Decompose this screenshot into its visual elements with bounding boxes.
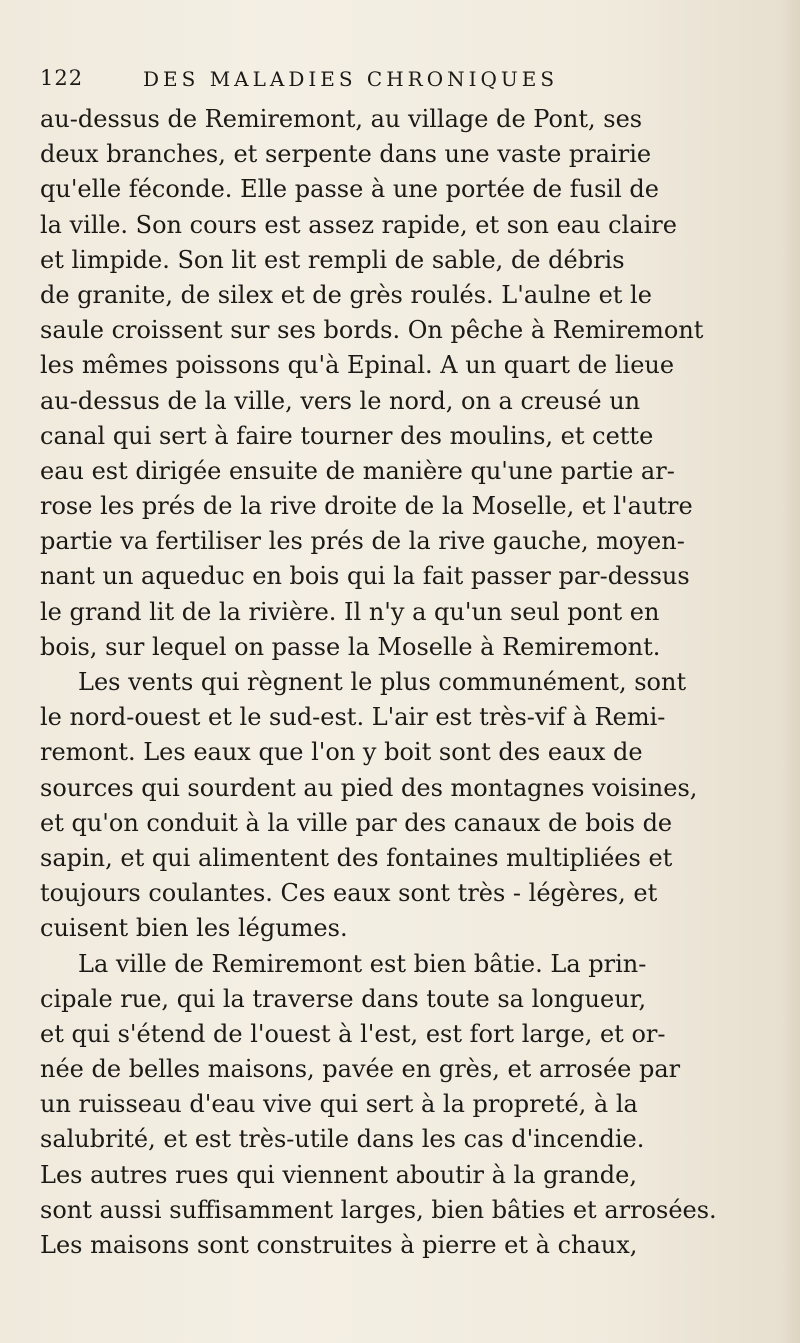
page-number: 122: [40, 66, 84, 90]
text-line: qu'elle féconde. Elle passe à une portée de fusil de: [40, 175, 659, 204]
text-line: les mêmes poissons qu'à Epinal. A un quart de lieue: [40, 351, 675, 380]
text-line: cipale rue, qui la traverse dans toute sa longueur,: [40, 984, 647, 1013]
text-line: la ville. Son cours est assez rapide, et son eau claire: [40, 210, 677, 239]
running-title: DES MALADIES CHRONIQUES: [143, 67, 559, 91]
text-line: Les vents qui règnent le plus communément, sont: [78, 668, 687, 696]
text-line: au-dessus de Remiremont, au village de Pont, ses: [40, 105, 643, 133]
text-line: née de belles maisons, pavée en grès, et arrosée par: [40, 1055, 681, 1084]
text-line: saule croissent sur ses bords. On pêche à Remiremont: [40, 316, 704, 345]
text-line: un ruisseau d'eau vive qui sert à la propreté, à la: [40, 1090, 638, 1119]
text-line: canal qui sert à faire tourner des moulins, et cette: [40, 421, 654, 450]
text-line: et qu'on conduit à la ville par des canaux de bois de: [40, 808, 673, 837]
text-line: et limpide. Son lit est rempli de sable, de débris: [40, 245, 625, 274]
text-line: rose les prés de la rive droite de la Moselle, et l'autre: [40, 492, 693, 521]
text-line: cuisent bien les légumes.: [40, 914, 348, 943]
text-line: le grand lit de la rivière. Il n'y a qu'un seul pont en: [40, 597, 660, 626]
running-head: [40, 66, 760, 106]
text-line: de granite, de silex et de grès roulés. L'aulne et le: [40, 280, 652, 309]
text-line: deux branches, et serpente dans une vaste prairie: [40, 140, 652, 169]
body-text: [40, 102, 760, 1263]
text-line: sont aussi suffisamment larges, bien bâties et arrosées.: [40, 1195, 717, 1224]
text-line: sources qui sourdent au pied des montagnes voisines,: [40, 773, 698, 802]
text-line: au-dessus de la ville, vers le nord, on a creusé un: [40, 386, 641, 415]
text-line: La ville de Remiremont est bien bâtie. La prin-: [78, 949, 647, 978]
text-line: Les autres rues qui viennent aboutir à la grande,: [40, 1160, 637, 1189]
text-line: Les maisons sont construites à pierre et à chaux,: [40, 1231, 638, 1259]
text-line: partie va fertiliser les prés de la rive gauche, moyen-: [40, 527, 685, 556]
text-line: nant un aqueduc en bois qui la fait passer par-dessus: [40, 562, 690, 591]
text-line: toujours coulantes. Ces eaux sont très - légères, et: [40, 879, 658, 908]
text-line: eau est dirigée ensuite de manière qu'une partie ar-: [40, 456, 675, 485]
text-line: sapin, et qui alimentent des fontaines multipliées et: [40, 843, 673, 872]
text-line: le nord-ouest et le sud-est. L'air est très-vif à Remi-: [40, 703, 666, 732]
text-line: bois, sur lequel on passe la Moselle à Remiremont.: [40, 632, 661, 661]
text-line: et qui s'étend de l'ouest à l'est, est fort large, et or-: [40, 1019, 666, 1048]
page-edge-shadow: [782, 0, 800, 1343]
text-line: remont. Les eaux que l'on y boit sont des eaux de: [40, 738, 643, 767]
text-line: salubrité, et est très-utile dans les cas d'incendie.: [40, 1125, 645, 1154]
